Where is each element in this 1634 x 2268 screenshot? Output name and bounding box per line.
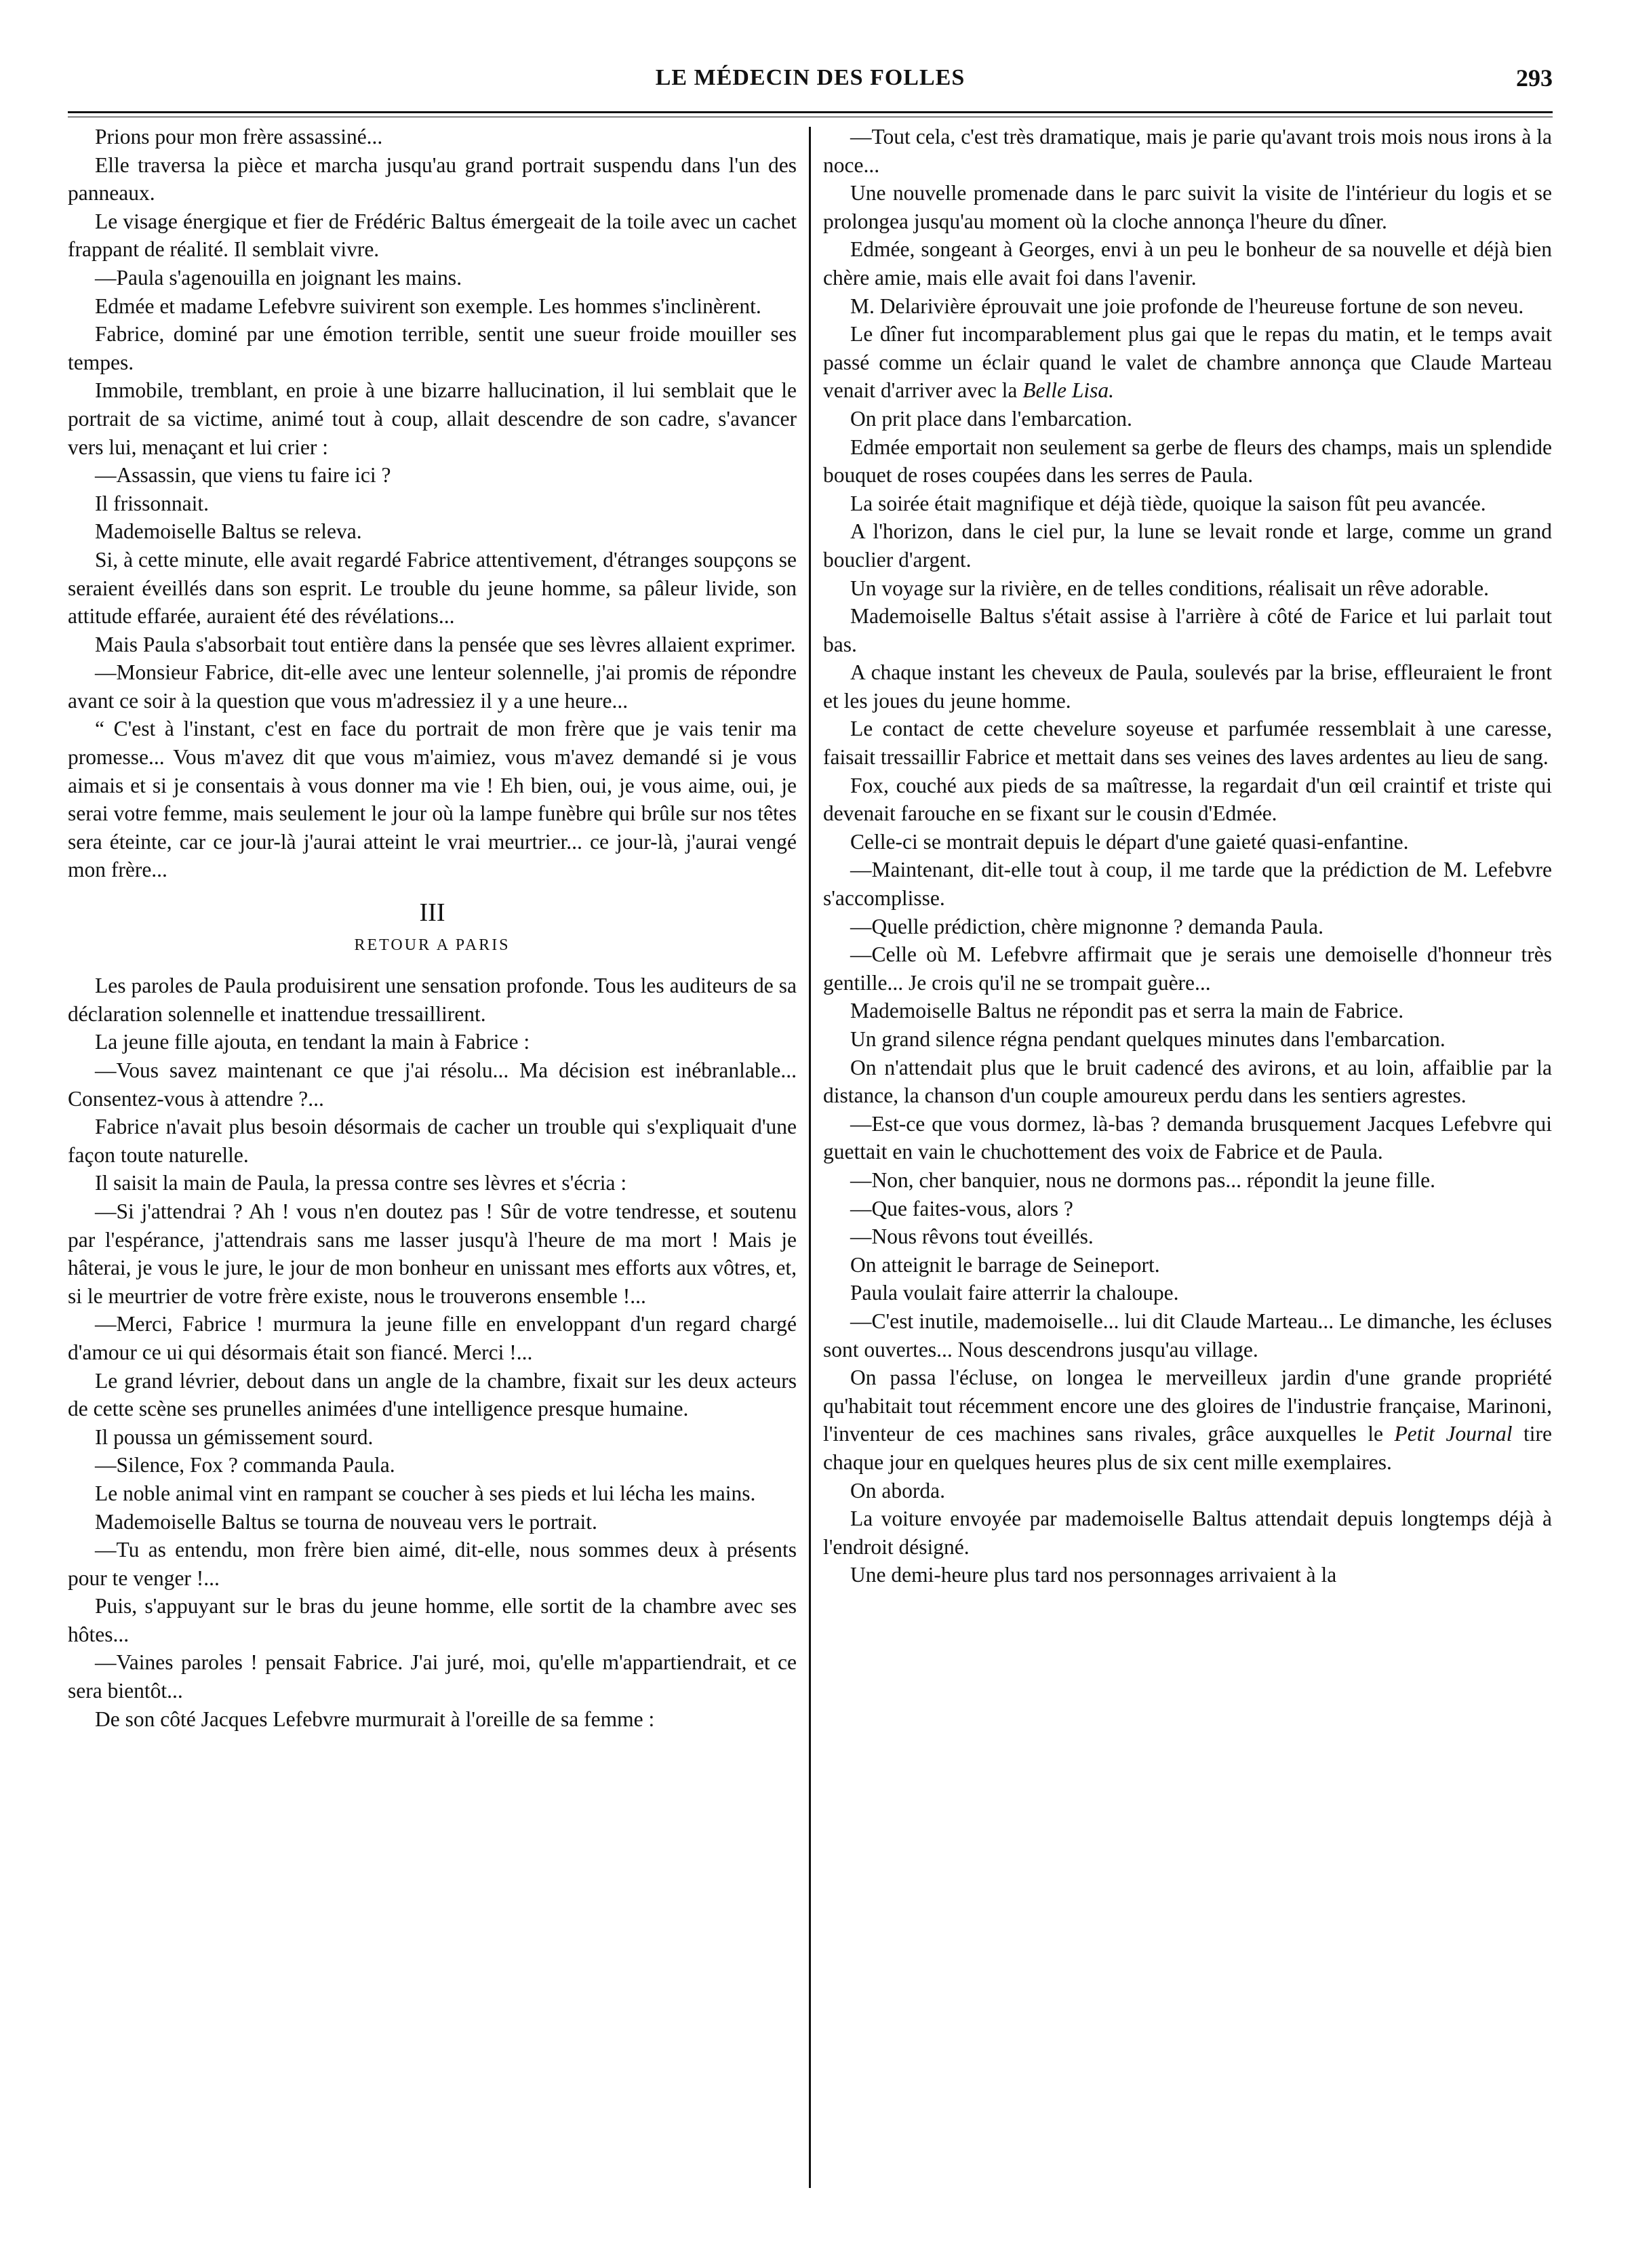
paragraph: —Vous savez maintenant ce que j'ai résolu... Ma décision est inébranlable... Consentez-vous à attendre ?... (68, 1058, 797, 1111)
paragraph: —Merci, Fabrice ! murmura la jeune fille en enveloppant d'un regard chargé d'amour ce ui qui désormais était son fiancé. Merci !... (68, 1312, 797, 1364)
left-paragraphs-after (68, 972, 797, 1733)
paragraph: Un grand silence régna pendant quelques minutes dans l'embarcation. (850, 1027, 1446, 1051)
paragraph: —Silence, Fox ? commanda Paula. (95, 1453, 395, 1477)
paragraph: Le visage énergique et fier de Frédéric Baltus émergeait de la toile avec un cachet frappant de réalité. Il semblait vivre. (68, 209, 797, 262)
right-paragraphs-c (823, 1477, 1552, 1589)
paragraph: —Paula s'agenouilla en joignant les mains. (95, 265, 462, 290)
paragraph-marinoni (823, 1364, 1552, 1476)
page-number: 293 (1516, 64, 1553, 92)
paragraph: Les paroles de Paula produisirent une sensation profonde. Tous les auditeurs de sa déclaration solennelle et inattendue tressaillirent. (68, 974, 797, 1026)
paragraph: On aborda. (850, 1478, 945, 1503)
paragraph: Le dîner fut incomparablement plus gai que le repas du matin, et le temps avait passé comme un éclair quand le valet de chambre annonça que Claude Marteau venait d'arriver avec la Belle Lisa. (823, 322, 1552, 403)
paragraph: —C'est inutile, mademoiselle... lui dit Claude Marteau... Le dimanche, les écluses sont ouvertes... Nous descendrons jusqu'au village. (823, 1309, 1552, 1361)
paragraph: La voiture envoyée par mademoiselle Baltus attendait depuis longtemps déjà à l'endroit désigné. (823, 1507, 1552, 1559)
chapter-number: III (419, 898, 445, 928)
paragraph: —Celle où M. Lefebvre affirmait que je serais une demoiselle d'honneur très gentille... Je crois qu'il ne se trompait guère... (823, 942, 1552, 995)
paragraph: Une demi-heure plus tard nos personnages arrivaient à la (850, 1563, 1337, 1587)
paragraph: Mademoiselle Baltus se tourna de nouveau vers le portrait. (95, 1509, 597, 1534)
marinoni-text-start: On passa l'écluse, on longea le merveilleux jardin d'une grande propriété qu'habitait tout récemment encore une des gloires de l'industrie française, Marinoni, l'inventeur de ces machines sans rivales, grâce auxquelles le (823, 1366, 1552, 1446)
newspaper-name: Petit Journal (1394, 1422, 1513, 1446)
paragraph: Une nouvelle promenade dans le parc suivit la visite de l'intérieur du logis et se prolongea jusqu'au moment où la cloche annonça l'heure du dîner. (823, 181, 1552, 233)
marinoni-text-end: tire chaque jour en quelques heures plus de six cent mille exemplaires. (823, 1422, 1552, 1474)
paragraph: De son côté Jacques Lefebvre murmurait à l'oreille de sa femme : (95, 1707, 655, 1731)
paragraph: —Tu as entendu, mon frère bien aimé, dit-elle, nous sommes deux à présents pour te venger !... (68, 1538, 797, 1590)
right-column (811, 123, 1552, 2245)
paragraph: Puis, s'appuyant sur le bras du jeune homme, elle sortit de la chambre avec ses hôtes... (68, 1594, 797, 1646)
paragraph: Il frissonnait. (95, 491, 209, 515)
paragraph: “ C'est à l'instant, c'est en face du portrait de mon frère que je vais tenir ma promesse... Vous m'avez dit que vous m'aimiez, vous m'avez demandé si je vous aimais et si je consentais à vous donner ma vie ! Eh bien, oui, je vous aime, oui, je serai votre femme, mais seulement le jour où la lampe funèbre qui brûle sur nos têtes sera éteinte, car ce jour-là j'aurai atteint le vrai meurtrier... ce jour-là, j'aurai vengé mon frère... (68, 717, 797, 882)
paragraph: On atteignit le barrage de Seineport. (850, 1252, 1160, 1277)
paragraph: Le noble animal vint en rampant se coucher à ses pieds et lui lécha les mains. (95, 1481, 756, 1505)
paragraph: Paula voulait faire atterrir la chaloupe. (850, 1281, 1179, 1305)
paragraph: Un voyage sur la rivière, en de telles conditions, réalisait un rêve adorable. (850, 576, 1490, 600)
paragraph: Mademoiselle Baltus s'était assise à l'arrière à côté de Farice et lui parlait tout bas. (823, 604, 1552, 656)
boat-name: Belle Lisa. (1022, 378, 1115, 403)
right-paragraphs-b (823, 405, 1552, 1364)
paragraph: Le contact de cette chevelure soyeuse et parfumée ressemblait à une caresse, faisait tressaillir Fabrice et mettait dans ses veines des laves ardentes au lieu de sang. (823, 717, 1552, 770)
newspaper-page (68, 61, 1553, 2244)
paragraph: A chaque instant les cheveux de Paula, soulevés par la brise, effleuraient le front et les joues du jeune homme. (823, 660, 1552, 713)
header-rule-thick (68, 111, 1553, 113)
left-column (68, 123, 809, 2245)
paragraph: Mademoiselle Baltus ne répondit pas et serra la main de Fabrice. (850, 999, 1404, 1023)
paragraph: Fabrice, dominé par une émotion terrible, sentit une sueur froide mouiller ses tempes. (68, 322, 797, 374)
paragraph: On n'attendait plus que le bruit cadencé des avirons, et au loin, affaiblie par la distance, la chanson d'un couple amoureux perdu dans les sentiers agrestes. (823, 1055, 1552, 1108)
running-title: LE MÉDECIN DES FOLLES (655, 65, 965, 90)
paragraph: Edmée et madame Lefebvre suivirent son exemple. Les hommes s'inclinèrent. (95, 294, 761, 318)
paragraph: —Quelle prédiction, chère mignonne ? demanda Paula. (850, 914, 1323, 938)
paragraph: Il saisit la main de Paula, la pressa contre ses lèvres et s'écria : (95, 1171, 627, 1195)
paragraph: A l'horizon, dans le ciel pur, la lune se levait ronde et large, comme un grand bouclier d'argent. (823, 519, 1552, 572)
paragraph: —Vaines paroles ! pensait Fabrice. J'ai juré, moi, qu'elle m'appartiendrait, et ce sera bientôt... (68, 1650, 797, 1703)
paragraph: —Maintenant, dit-elle tout à coup, il me tarde que la prédiction de M. Lefebvre s'accomplisse. (823, 858, 1552, 911)
paragraph: On prit place dans l'embarcation. (850, 406, 1132, 431)
paragraph: Edmée emportait non seulement sa gerbe de fleurs des champs, mais un splendide bouquet de roses coupées dans les serres de Paula. (823, 435, 1552, 488)
paragraph: —Monsieur Fabrice, dit-elle avec une lenteur solennelle, j'ai promis de répondre avant ce soir à la question que vous m'adressiez il y a une heure... (68, 660, 797, 713)
paragraph: Le grand lévrier, debout dans un angle de la chambre, fixait sur les deux acteurs de cette scène ses prunelles animées d'une intelligence presque humaine. (68, 1368, 797, 1421)
paragraph: Edmée, songeant à Georges, envi à un peu le bonheur de sa nouvelle et déjà bien chère amie, mais elle avait foi dans l'avenir. (823, 237, 1552, 290)
right-paragraphs-a (823, 123, 1552, 405)
paragraph: La jeune fille ajouta, en tendant la main à Fabrice : (95, 1030, 530, 1054)
paragraph: Mais Paula s'absorbait tout entière dans la pensée que ses lèvres allaient exprimer. (95, 632, 796, 656)
left-paragraphs-before (68, 123, 797, 884)
paragraph: Mademoiselle Baltus se releva. (95, 519, 362, 544)
paragraph: —Non, cher banquier, nous ne dormons pas... répondit la jeune fille. (850, 1168, 1436, 1192)
text-columns (68, 123, 1553, 2245)
paragraph: Si, à cette minute, elle avait regardé Fabrice attentivement, d'étranges soupçons se seraient éveillés dans son esprit. Le trouble du jeune homme, sa pâleur livide, son attitude effarée, auraient été des révélations... (68, 547, 797, 629)
paragraph: —Est-ce que vous dormez, là-bas ? demanda brusquement Jacques Lefebvre qui guettait en vain le chuchottement des voix de Fabrice et de Paula. (823, 1111, 1552, 1164)
paragraph: —Nous rêvons tout éveillés. (850, 1225, 1094, 1249)
paragraph: —Assassin, que viens tu faire ici ? (95, 463, 391, 488)
paragraph: La soirée était magnifique et déjà tiède, quoique la saison fût peu avancée. (850, 491, 1486, 515)
paragraph: M. Delarivière éprouvait une joie profonde de l'heureuse fortune de son neveu. (850, 294, 1524, 318)
paragraph: Immobile, tremblant, en proie à une bizarre hallucination, il lui semblait que le portrait de sa victime, animé tout à coup, allait descendre de son cadre, s'avancer vers lui, menaçant et lui crier : (68, 378, 797, 459)
paragraph: —Que faites-vous, alors ? (850, 1196, 1073, 1220)
paragraph: Il poussa un gémissement sourd. (95, 1425, 374, 1449)
page-header (68, 61, 1553, 108)
paragraph: Prions pour mon frère assassiné... (95, 125, 383, 148)
paragraph: Elle traversa la pièce et marcha jusqu'au grand portrait suspendu dans l'un des panneaux. (68, 153, 797, 205)
paragraph: Fabrice n'avait plus besoin désormais de cacher un trouble qui s'expliquait d'une façon toute naturelle. (68, 1115, 797, 1167)
chapter-title: RETOUR A PARIS (354, 936, 511, 954)
paragraph: Fox, couché aux pieds de sa maîtresse, la regardait d'un œil craintif et triste qui devenait farouche en se fixant sur le cousin d'Edmée. (823, 773, 1552, 826)
paragraph: Celle-ci se montrait depuis le départ d'une gaieté quasi-enfantine. (850, 829, 1409, 854)
paragraph: —Si j'attendrai ? Ah ! vous n'en doutez pas ! Sûr de votre tendresse, et soutenu par l'espérance, j'attendrais sans me lasser jusqu'à l'heure de ma mort ! Mais je hâterai, je vous le jure, le jour de mon bonheur en unissant mes efforts aux vôtres, et, si le meurtrier de votre frère existe, nous le trouverons ensemble !... (68, 1199, 797, 1308)
paragraph: —Tout cela, c'est très dramatique, mais je parie qu'avant trois mois nous irons à la noce... (823, 125, 1552, 177)
